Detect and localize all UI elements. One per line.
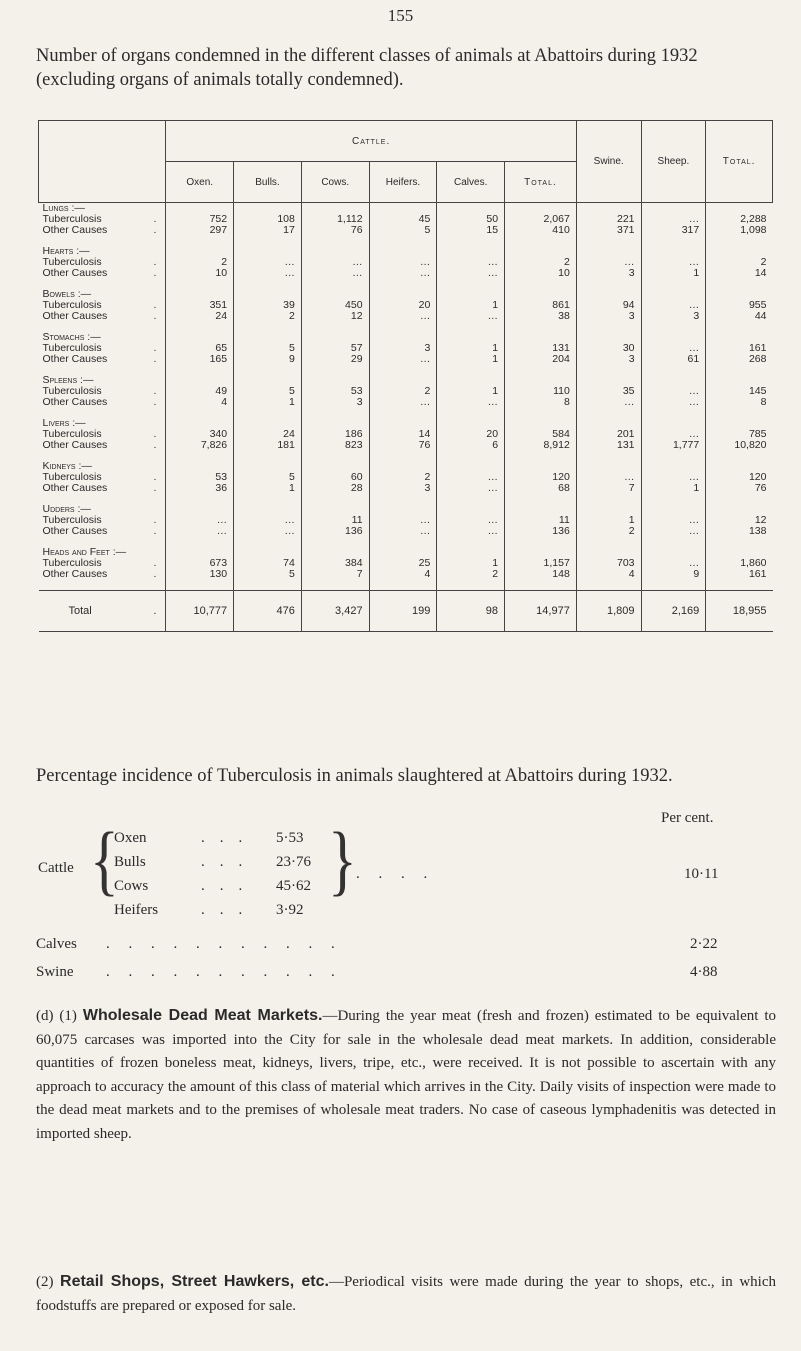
table-cell: 65: [166, 343, 234, 354]
table-cell: …: [437, 268, 505, 279]
swine-header: Swine.: [576, 121, 641, 203]
table-cell: 5: [234, 472, 302, 483]
leader-dots: . . .: [201, 878, 243, 894]
table-cell: 1: [641, 268, 706, 279]
oxen-label: Oxen: [114, 830, 147, 846]
group-heading-row: [39, 461, 773, 472]
table-row: [39, 558, 773, 569]
table-cell: …: [641, 343, 706, 354]
table-cell: 4: [369, 569, 437, 580]
table-cell: 161: [706, 343, 773, 354]
oxen-header: Oxen.: [166, 162, 234, 203]
table-cell: …: [234, 257, 302, 268]
table-cell: 204: [505, 354, 577, 365]
row-label: Other Causes .: [42, 396, 157, 408]
swine-value: 4·88: [690, 964, 718, 980]
table-cell: 181: [234, 440, 302, 451]
heifers-label: Heifers: [114, 902, 159, 918]
table-cell: 703: [576, 558, 641, 569]
table-cell: 5: [234, 343, 302, 354]
table-cell: 410: [505, 225, 577, 236]
table-cell: 15: [437, 225, 505, 236]
table-cell: …: [369, 354, 437, 365]
table-cell: …: [437, 257, 505, 268]
table-cell: 2: [576, 526, 641, 537]
table-cell: 1: [234, 397, 302, 408]
row-label: Tuberculosis .: [42, 342, 157, 354]
table-cell: 221: [576, 214, 641, 225]
table-cell: 2: [706, 257, 773, 268]
row-label: Tuberculosis .: [42, 213, 157, 225]
table-cell: 1,809: [576, 591, 641, 632]
table-cell: 108: [234, 214, 302, 225]
table-cell: …: [641, 214, 706, 225]
oxen-value: 5·53: [276, 830, 304, 846]
table-cell: 3: [576, 268, 641, 279]
table-cell: 3: [576, 311, 641, 322]
table-cell: 2: [166, 257, 234, 268]
table-cell: 785: [706, 429, 773, 440]
table-cell: 8: [706, 397, 773, 408]
table-cell: …: [576, 472, 641, 483]
table-cell: 1: [576, 515, 641, 526]
table-cell: …: [641, 300, 706, 311]
table-cell: 201: [576, 429, 641, 440]
table-cell: 57: [301, 343, 369, 354]
table-cell: 14: [369, 429, 437, 440]
table-cell: 136: [505, 526, 577, 537]
table-cell: 14: [706, 268, 773, 279]
group-spacer: [39, 279, 773, 289]
table-cell: 1: [641, 483, 706, 494]
table-cell: …: [301, 257, 369, 268]
table-cell: 186: [301, 429, 369, 440]
cows-value: 45·62: [276, 878, 311, 894]
table-cell: 5: [234, 569, 302, 580]
row-label: Tuberculosis .: [42, 385, 157, 397]
bulls-value: 23·76: [276, 854, 311, 870]
table-cell: 30: [576, 343, 641, 354]
section-2-paragraph: [36, 1270, 776, 1318]
table-cell: 8: [505, 397, 577, 408]
table-cell: 2,288: [706, 214, 773, 225]
table-body: [39, 203, 773, 591]
table-cell: 3: [641, 311, 706, 322]
table-cell: 2: [437, 569, 505, 580]
table-cell: 20: [437, 429, 505, 440]
row-label: Other Causes .: [42, 310, 157, 322]
table-cell: 3: [369, 343, 437, 354]
table-cell: …: [234, 268, 302, 279]
table-cell: 7,826: [166, 440, 234, 451]
table-cell: 136: [301, 526, 369, 537]
table-row: [39, 515, 773, 526]
table-cell: 268: [706, 354, 773, 365]
table-cell: 61: [641, 354, 706, 365]
leader-dots: . . . .: [356, 866, 428, 882]
table-cell: 340: [166, 429, 234, 440]
table-cell: 39: [234, 300, 302, 311]
table-cell: …: [641, 386, 706, 397]
cattle-header: Cattle.: [166, 121, 576, 162]
row-label: Other Causes .: [42, 224, 157, 236]
group-spacer: [39, 236, 773, 246]
table-cell: 450: [301, 300, 369, 311]
table-row: [39, 268, 773, 279]
table-cell: …: [369, 397, 437, 408]
leader-dots: . . .: [201, 830, 243, 846]
group-heading: Udders :—: [42, 503, 91, 515]
table-cell: …: [301, 268, 369, 279]
table-cell: 351: [166, 300, 234, 311]
table-cell: 1,112: [301, 214, 369, 225]
table-cell: 53: [166, 472, 234, 483]
table-cell: 12: [706, 515, 773, 526]
table-cell: 120: [706, 472, 773, 483]
table-row: [39, 526, 773, 537]
section-d-heading: Wholesale Dead Meat Markets.: [82, 1007, 323, 1024]
table-cell: 29: [301, 354, 369, 365]
table-cell: 10: [166, 268, 234, 279]
group-heading-row: [39, 332, 773, 343]
table-cell: 25: [369, 558, 437, 569]
group-heading: Livers :—: [42, 417, 86, 429]
table-cell: 1,098: [706, 225, 773, 236]
table-cell: 2,067: [505, 214, 577, 225]
table-cell: 11: [505, 515, 577, 526]
group-heading: Lungs :—: [42, 202, 85, 214]
group-heading-row: [39, 375, 773, 386]
table-cell: …: [576, 257, 641, 268]
table-cell: 18,955: [706, 591, 773, 632]
table-cell: 98: [437, 591, 505, 632]
table-cell: 1: [437, 300, 505, 311]
organs-condemned-table: [38, 120, 773, 632]
percentage-caption: Percentage incidence of Tuberculosis in animals slaughtered at Abattoirs during 1932.: [36, 766, 673, 786]
table-cell: …: [369, 515, 437, 526]
group-heading-row: [39, 289, 773, 300]
table-cell: 2: [234, 311, 302, 322]
table-cell: 49: [166, 386, 234, 397]
table-cell: 76: [706, 483, 773, 494]
table-cell: 1: [437, 558, 505, 569]
table-cell: 130: [166, 569, 234, 580]
table-row: [39, 429, 773, 440]
group-spacer: [39, 322, 773, 332]
table-cell: 76: [369, 440, 437, 451]
leader-dots: . . .: [201, 902, 243, 918]
table-cell: 44: [706, 311, 773, 322]
table-cell: …: [641, 515, 706, 526]
table-row: [39, 257, 773, 268]
table-cell: …: [641, 257, 706, 268]
table-cell: 3: [576, 354, 641, 365]
table-cell: 7: [576, 483, 641, 494]
table-row: [39, 472, 773, 483]
row-label: Other Causes .: [42, 482, 157, 494]
table-cell: …: [234, 526, 302, 537]
section-2-prefix: (2): [36, 1274, 61, 1290]
table-cell: …: [369, 311, 437, 322]
total-label: Total .: [39, 591, 166, 632]
table-cell: …: [369, 268, 437, 279]
table-cell: 60: [301, 472, 369, 483]
table-cell: 199: [369, 591, 437, 632]
table-cell: 161: [706, 569, 773, 580]
table-cell: …: [437, 515, 505, 526]
page-number: 155: [387, 6, 414, 25]
table-cell: 955: [706, 300, 773, 311]
bulls-label: Bulls: [114, 854, 146, 870]
cattle-label: Cattle: [38, 860, 74, 876]
section-d-prefix: (d) (1): [36, 1008, 83, 1024]
table-cell: 120: [505, 472, 577, 483]
table-cell: 9: [641, 569, 706, 580]
group-spacer: [39, 365, 773, 375]
row-label: Tuberculosis .: [42, 514, 157, 526]
table-row: [39, 569, 773, 580]
table-cell: 14,977: [505, 591, 577, 632]
leader-dots: . . . . . . . . . . .: [106, 936, 335, 952]
table-cell: …: [166, 515, 234, 526]
swine-label: Swine: [36, 964, 74, 980]
table-row: [39, 440, 773, 451]
group-spacer: [39, 408, 773, 418]
table-caption: Number of organs condemned in the different classes of animals at Abattoirs during 1932 (excluding organs of animals totally condemned).: [36, 46, 698, 90]
row-label: Tuberculosis .: [42, 256, 157, 268]
table-cell: 10,820: [706, 440, 773, 451]
cattle-total-header: Total.: [505, 162, 577, 203]
row-label: Other Causes .: [42, 439, 157, 451]
table-cell: 1,157: [505, 558, 577, 569]
left-brace-icon: {: [90, 817, 119, 903]
table-cell: 673: [166, 558, 234, 569]
table-cell: 94: [576, 300, 641, 311]
table-cell: 1: [437, 354, 505, 365]
table-cell: 53: [301, 386, 369, 397]
group-spacer: [39, 494, 773, 504]
table-cell: …: [437, 526, 505, 537]
cattle-total-value: 10·11: [684, 866, 719, 882]
table-cell: 1,860: [706, 558, 773, 569]
table-cell: 5: [369, 225, 437, 236]
table-cell: …: [369, 526, 437, 537]
table-cell: 1,777: [641, 440, 706, 451]
group-spacer: [39, 580, 773, 591]
group-heading: Stomachs :—: [42, 331, 101, 343]
bulls-header: Bulls.: [234, 162, 302, 203]
table-cell: 28: [301, 483, 369, 494]
table-cell: …: [641, 472, 706, 483]
table-cell: …: [437, 472, 505, 483]
group-heading: Heads and Feet :—: [42, 546, 127, 558]
table-cell: 24: [234, 429, 302, 440]
table-cell: 584: [505, 429, 577, 440]
heifers-value: 3·92: [276, 902, 304, 918]
calves-header: Calves.: [437, 162, 505, 203]
table-cell: 8,912: [505, 440, 577, 451]
table-cell: …: [641, 558, 706, 569]
group-heading: Bowels :—: [42, 288, 92, 300]
table-cell: 823: [301, 440, 369, 451]
table-cell: …: [437, 311, 505, 322]
section-2-body: —Periodical visits were made during the year to shops, etc., in which foodstuffs are prepared or exposed for sale.: [36, 1274, 776, 1314]
table-cell: 50: [437, 214, 505, 225]
table-cell: …: [369, 257, 437, 268]
table-cell: 317: [641, 225, 706, 236]
table-row: [39, 483, 773, 494]
table-cell: 138: [706, 526, 773, 537]
table-cell: 2,169: [641, 591, 706, 632]
table-cell: 2: [369, 386, 437, 397]
table-cell: 3: [369, 483, 437, 494]
group-heading-row: [39, 418, 773, 429]
heifers-header: Heifers.: [369, 162, 437, 203]
table-cell: 1: [437, 343, 505, 354]
group-heading: Kidneys :—: [42, 460, 92, 472]
table-cell: …: [437, 397, 505, 408]
row-label: Other Causes .: [42, 525, 157, 537]
table-cell: 10,777: [166, 591, 234, 632]
group-heading-row: [39, 547, 773, 558]
leader-dots: . . . . . . . . . . .: [106, 964, 335, 980]
group-heading-row: [39, 246, 773, 257]
table-cell: 12: [301, 311, 369, 322]
right-brace-icon: }: [328, 817, 357, 903]
group-heading: Hearts :—: [42, 245, 90, 257]
table-row: [39, 386, 773, 397]
group-heading-row: [39, 203, 773, 215]
table-cell: 6: [437, 440, 505, 451]
row-label: Other Causes .: [42, 568, 157, 580]
table-cell: 297: [166, 225, 234, 236]
table-cell: 2: [369, 472, 437, 483]
table-cell: 384: [301, 558, 369, 569]
row-label: Other Causes .: [42, 267, 157, 279]
row-label: Tuberculosis .: [42, 471, 157, 483]
per-cent-label: Per cent.: [661, 810, 714, 826]
table-cell: 3,427: [301, 591, 369, 632]
table-cell: 17: [234, 225, 302, 236]
table-cell: …: [166, 526, 234, 537]
sheep-header: Sheep.: [641, 121, 706, 203]
table-row: [39, 311, 773, 322]
table-row: [39, 354, 773, 365]
table-cell: 1: [437, 386, 505, 397]
table-cell: 36: [166, 483, 234, 494]
table-cell: 10: [505, 268, 577, 279]
leader-dots: . . .: [201, 854, 243, 870]
table-row: [39, 343, 773, 354]
table-cell: …: [641, 397, 706, 408]
table-cell: 371: [576, 225, 641, 236]
table-cell: 24: [166, 311, 234, 322]
group-heading-row: [39, 504, 773, 515]
table-cell: …: [437, 483, 505, 494]
table-cell: 2: [505, 257, 577, 268]
group-heading: Spleens :—: [42, 374, 94, 386]
table-cell: 145: [706, 386, 773, 397]
table-row: [39, 397, 773, 408]
table-cell: 3: [301, 397, 369, 408]
table-cell: 76: [301, 225, 369, 236]
table-cell: 5: [234, 386, 302, 397]
table-row: [39, 225, 773, 236]
table-cell: 131: [505, 343, 577, 354]
row-label: Other Causes .: [42, 353, 157, 365]
table-cell: 1: [234, 483, 302, 494]
table-cell: 110: [505, 386, 577, 397]
table-cell: 74: [234, 558, 302, 569]
table-cell: 752: [166, 214, 234, 225]
total-header: Total.: [706, 121, 773, 203]
group-spacer: [39, 537, 773, 547]
table-row: [39, 300, 773, 311]
cows-header: Cows.: [301, 162, 369, 203]
total-row: [39, 591, 773, 632]
table-cell: 20: [369, 300, 437, 311]
table-cell: 165: [166, 354, 234, 365]
table-cell: 4: [576, 569, 641, 580]
row-label: Tuberculosis .: [42, 299, 157, 311]
section-d-paragraph: [36, 1004, 776, 1146]
table-cell: 131: [576, 440, 641, 451]
table-row: [39, 214, 773, 225]
cows-label: Cows: [114, 878, 149, 894]
row-label: Tuberculosis .: [42, 557, 157, 569]
calves-label: Calves: [36, 936, 77, 952]
table-cell: …: [234, 515, 302, 526]
table-cell: 4: [166, 397, 234, 408]
table-cell: 861: [505, 300, 577, 311]
table-cell: 148: [505, 569, 577, 580]
table-cell: 7: [301, 569, 369, 580]
table-cell: 45: [369, 214, 437, 225]
table-cell: 9: [234, 354, 302, 365]
table-cell: 476: [234, 591, 302, 632]
corner-cell: [39, 121, 166, 203]
row-label: Tuberculosis .: [42, 428, 157, 440]
table-cell: 38: [505, 311, 577, 322]
table-cell: 35: [576, 386, 641, 397]
calves-value: 2·22: [690, 936, 718, 952]
section-2-heading: Retail Shops, Street Hawkers, etc.: [60, 1273, 329, 1290]
table-cell: …: [641, 429, 706, 440]
table-cell: 68: [505, 483, 577, 494]
section-d-body: —During the year meat (fresh and frozen) estimated to be equivalent to 60,075 carcases was imported into the City for sale in the wholesale dead meat markets. In addition, considerable quantities of frozen boneless meat, kidneys, livers, tripe, etc., were received. It is not possible to ascertain with any approach to accuracy the amount of this class of material which arrives in the City. Daily visits of inspection were made to the dead meat markets and to the premises of wholesale meat traders. No case of caseous lymphadenitis was detected in imported sheep.: [36, 1008, 777, 1142]
table-cell: 11: [301, 515, 369, 526]
table-cell: …: [641, 526, 706, 537]
group-spacer: [39, 451, 773, 461]
table-cell: …: [576, 397, 641, 408]
